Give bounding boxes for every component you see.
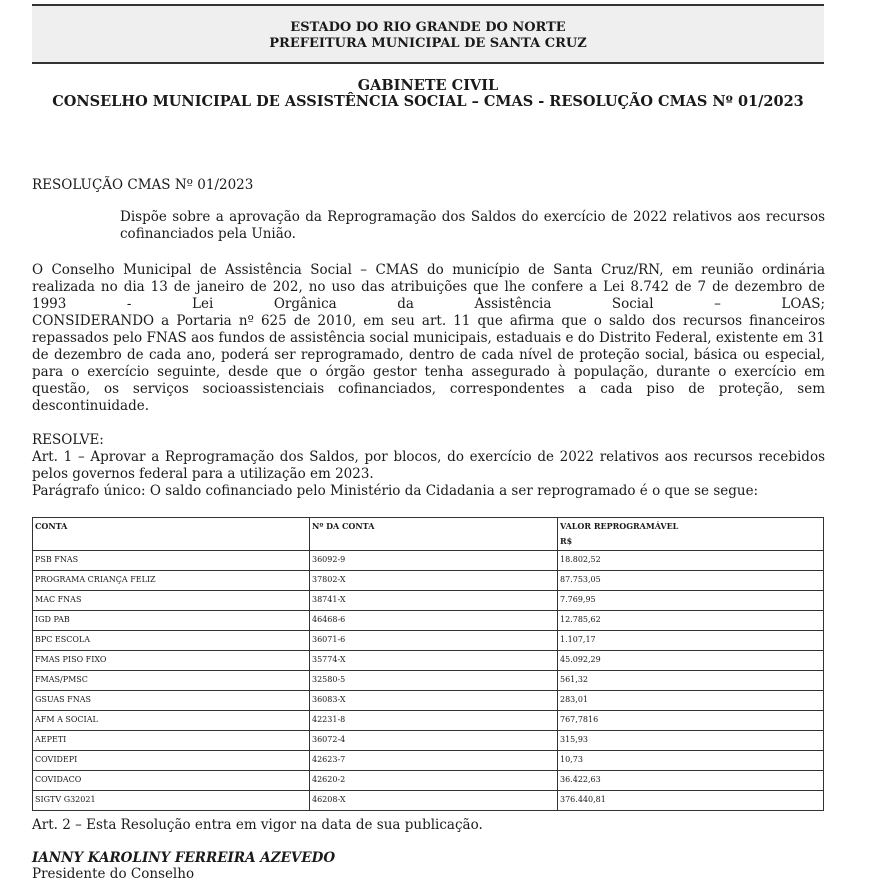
account-cell: SIGTV G32021 (33, 791, 310, 811)
title-line-2: CONSELHO MUNICIPAL DE ASSISTÊNCIA SOCIAL – CMAS - RESOLUÇÃO CMAS Nº 01/2023 (52, 93, 804, 110)
value-cell: 45.092,29 (558, 651, 824, 671)
account-cell: PROGRAMA CRIANÇA FELIZ (33, 571, 310, 591)
account-number-cell: 36092-9 (310, 551, 558, 571)
signatory-name: IANNY KAROLINY FERREIRA AZEVEDO (32, 850, 336, 866)
account-cell: FMAS/PMSC (33, 671, 310, 691)
header-value-line-2: R$ (560, 536, 573, 546)
title-line-1: GABINETE CIVIL (357, 77, 499, 94)
account-number-cell: 46208-X (310, 791, 558, 811)
account-number-cell: 37802-X (310, 571, 558, 591)
account-number-cell: 38741-X (310, 591, 558, 611)
table-row (33, 591, 824, 611)
resolve-heading: RESOLVE: (32, 432, 104, 448)
value-cell: 376.440,81 (558, 791, 824, 811)
table-row (33, 651, 824, 671)
signatory-role: Presidente do Conselho (32, 866, 195, 882)
value-cell: 7.769,95 (558, 591, 824, 611)
value-cell: 561,32 (558, 671, 824, 691)
value-cell: 36.422,63 (558, 771, 824, 791)
account-number-cell: 36072-4 (310, 731, 558, 751)
sole-paragraph: Parágrafo único: O saldo cofinanciado pelo Ministério da Cidadania a ser reprogramado é o que se segue: (32, 483, 759, 499)
resolution-summary: Dispõe sobre a aprovação da Reprogramação dos Saldos do exercício de 2022 relativos aos recursos cofinanciados pela União. (120, 209, 825, 242)
table-row (33, 691, 824, 711)
article-2: Art. 2 – Esta Resolução entra em vigor na data de sua publicação. (32, 817, 483, 833)
account-cell: BPC ESCOLA (33, 631, 310, 651)
account-cell: AFM A SOCIAL (33, 711, 310, 731)
table-row (33, 551, 824, 571)
table-row (33, 771, 824, 791)
value-cell: 283,01 (558, 691, 824, 711)
value-cell: 315,93 (558, 731, 824, 751)
account-number-cell: 32580-5 (310, 671, 558, 691)
table-row (33, 731, 824, 751)
account-number-cell: 35774-X (310, 651, 558, 671)
header-account-number: Nº DA CONTA (310, 518, 558, 551)
account-number-cell: 42623-7 (310, 751, 558, 771)
account-cell: GSUAS FNAS (33, 691, 310, 711)
table-row (33, 571, 824, 591)
municipality-name: PREFEITURA MUNICIPAL DE SANTA CRUZ (269, 36, 587, 51)
value-cell: 1.107,17 (558, 631, 824, 651)
account-cell: IGD PAB (33, 611, 310, 631)
account-number-cell: 36071-6 (310, 631, 558, 651)
value-cell: 12.785,62 (558, 611, 824, 631)
resolve-section (32, 432, 825, 500)
body-paragraphs (32, 262, 825, 415)
resolution-label: RESOLUÇÃO CMAS Nº 01/2023 (32, 177, 254, 193)
document-title (32, 78, 824, 110)
account-cell: COVIDACO (33, 771, 310, 791)
table-header-row (33, 518, 824, 551)
value-cell: 10,73 (558, 751, 824, 771)
account-number-cell: 42620-2 (310, 771, 558, 791)
intro-paragraph: O Conselho Municipal de Assistência Social – CMAS do município de Santa Cruz/RN, em reunião ordinária realizada no dia 13 de janeiro de 202, no uso das atribuições que lhe confere a Lei 8.742 de 7 de dezembro de 1993 - Lei Orgânica da Assistência Social – LOAS; (32, 262, 825, 312)
state-name: ESTADO DO RIO GRANDE DO NORTE (290, 20, 566, 35)
account-number-cell: 42231-8 (310, 711, 558, 731)
account-number-cell: 36083-X (310, 691, 558, 711)
header-value-line-1: VALOR REPROGRAMÁVEL (560, 521, 679, 531)
balances-table (32, 517, 824, 811)
letterhead (32, 4, 824, 64)
table-row (33, 611, 824, 631)
table-row (33, 791, 824, 811)
account-cell: MAC FNAS (33, 591, 310, 611)
account-cell: COVIDEPI (33, 751, 310, 771)
account-cell: AEPETI (33, 731, 310, 751)
article-1: Art. 1 – Aprovar a Reprogramação dos Saldos, por blocos, do exercício de 2022 relativos aos recursos recebidos pelos governos federal para a utilização em 2023. (32, 449, 825, 482)
table-row (33, 671, 824, 691)
account-number-cell: 46468-6 (310, 611, 558, 631)
value-cell: 767,7816 (558, 711, 824, 731)
table-row (33, 631, 824, 651)
table-row (33, 751, 824, 771)
header-value (558, 518, 824, 551)
value-cell: 87.753,05 (558, 571, 824, 591)
header-account: CONTA (33, 518, 310, 551)
table-row (33, 711, 824, 731)
account-cell: FMAS PISO FIXO (33, 651, 310, 671)
account-cell: PSB FNAS (33, 551, 310, 571)
value-cell: 18.802,52 (558, 551, 824, 571)
considering-paragraph: CONSIDERANDO a Portaria nº 625 de 2010, em seu art. 11 que afirma que o saldo dos recursos financeiros repassados pelo FNAS aos fundos de assistência social municipais, estaduais e do Distrito Federal, existente em 31 de dezembro de cada ano, poderá ser reprogramado, dentro de cada nível de proteção social, básica ou especial, para o exercício seguinte, desde que o órgão gestor tenha assegurado à população, durante o exercício em questão, os serviços socioassistenciais cofinanciados, correspondentes a cada piso de proteção, sem descontinuidade. (32, 313, 825, 414)
